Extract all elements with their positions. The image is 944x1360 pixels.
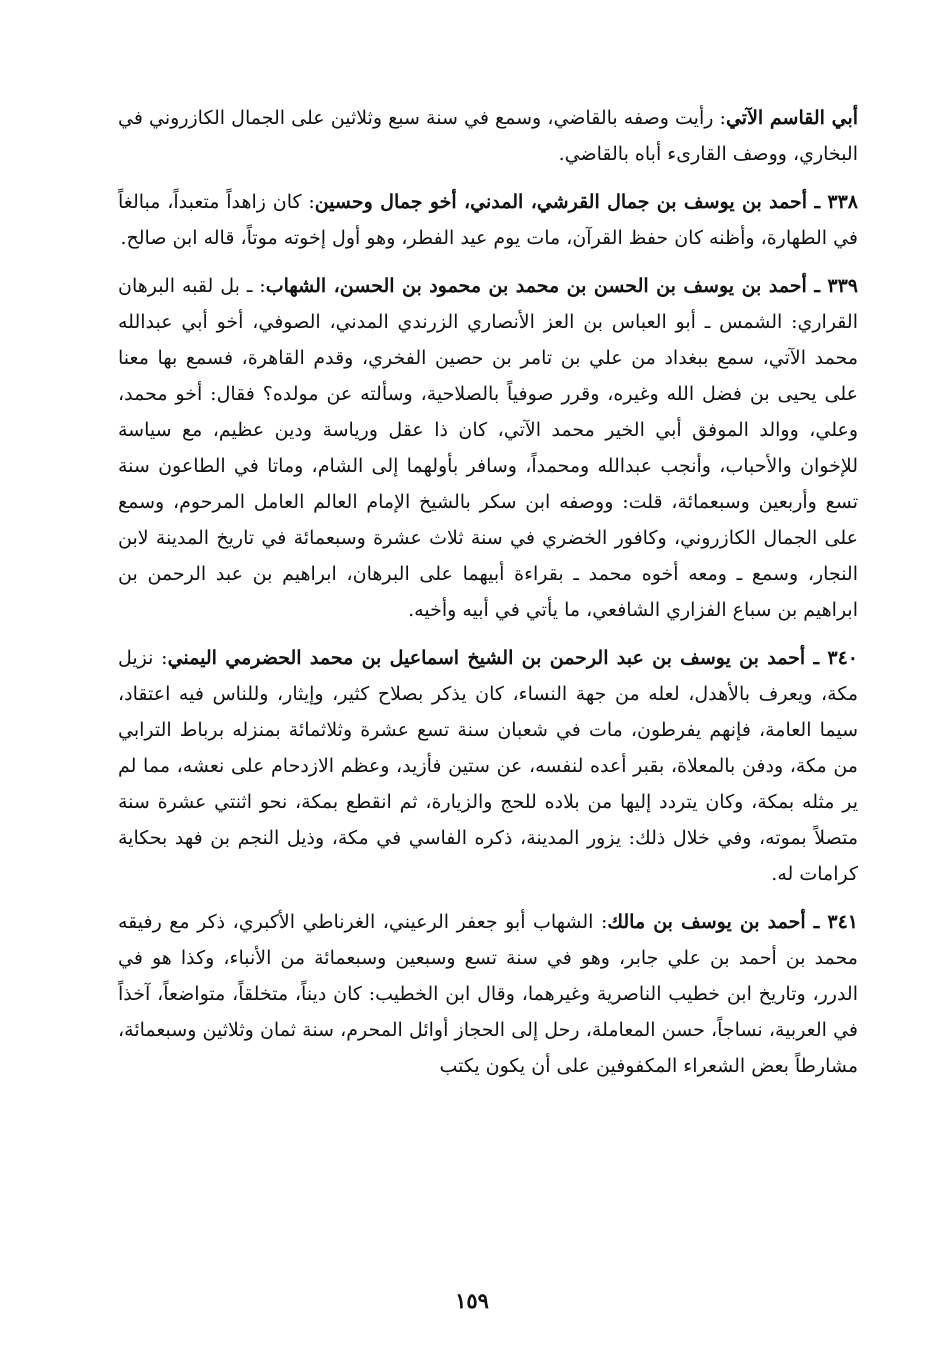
entry-text: : نزيل مكة، ويعرف بالأهدل، لعله من جهة النساء، كان يذكر بصلاح كثير، وإيثار، وللناس فيه اعتقاد، سيما العامة، فإنهم يفرطون، مات في شعبان سنة تسع عشرة وثلاثمائة بمنزله برباط الترابي من مكة، ودفن بالمعلاة، بقبر أعده لنفسه، عن ستين فأزيد، وعظم الازدحام على نعشه، مما لم ير مثله بمكة، وكان يتردد إليها من بلاده للحج والزيارة، ثم انقطع بمكة، نحو اثنتي عشرة سنة متصلاً بموته، وفي خلال ذلك: يزور المدينة، ذكره الفاسي في مكة، وذيل النجم بن فهد بحكاية كرامات له. <box>118 647 858 885</box>
entry-heading: ٣٣٩ ـ أحمد بن يوسف بن الحسن بن محمد بن محمود بن الحسن، الشهاب <box>265 275 859 297</box>
entry-heading: ٣٤١ ـ أحمد بن يوسف بن مالك <box>607 911 859 933</box>
entry-text: : رأيت وصفه بالقاضي، وسمع في سنة سبع وثلاثين على الجمال الكازروني في البخاري، ووصف القارىء أباه بالقاضي. <box>118 107 858 165</box>
page-number: ١٥٩ <box>455 1288 489 1313</box>
entry-heading: أبي القاسم الآتي <box>725 107 859 129</box>
entry-341 <box>118 904 858 1084</box>
entry-text: : الشهاب أبو جعفر الرعيني، الغرناطي الأكبري، ذكر مع رفيقه محمد بن أحمد بن علي جابر، وهو في سنة تسع وسبعين وسبعمائة من الأنباء، وكذا هو في الدرر، وتاريخ ابن خطيب الناصرية وغيرهما، وقال ابن الخطيب: كان ديناً، متخلقاً، متواضعاً، آخذاً في العربية، نساجاً، حسن المعاملة، رحل إلى الحجاز أوائل المحرم، سنة ثمان وثلاثين وسبعمائة، مشارطاً بعض الشعراء المكفوفين على أن يكون يكتب <box>118 911 858 1077</box>
entry-heading: ٣٤٠ ـ أحمد بن يوسف بن عبد الرحمن بن الشيخ اسماعيل بن محمد الحضرمي اليمني <box>167 647 859 669</box>
page-text <box>118 100 858 1096</box>
entry-338 <box>118 184 858 256</box>
entry-340 <box>118 640 858 892</box>
entry-continued <box>118 100 858 172</box>
entry-text: : كان زاهداً متعبداً، مبالغاً في الطهارة، وأظنه كان حفظ القرآن، مات يوم عيد الفطر، وهو أول إخوته موتاً، قاله ابن صالح. <box>118 191 858 249</box>
entry-339 <box>118 268 858 628</box>
entry-heading: ٣٣٨ ـ أحمد بن يوسف بن جمال القرشي، المدني، أخو جمال وحسين <box>314 191 858 213</box>
entry-text: : ـ بل لقبه البرهان القراري: الشمس ـ أبو العباس بن العز الأنصاري الزرندي المدني، الصوفي، أخو أبي عبدالله محمد الآتي، سمع ببغداد من علي بن تامر بن حصين الفخري، وقدم القاهرة، فسمع بها معنا على يحيى بن فضل الله وغيره، وقرر صوفياً بالصلاحية، وسألته عن مولده؟ فقال: أخو محمد، وعلي، ووالد الموفق أبي الخير محمد الآتي، كان ذا عقل ورياسة ودين عظيم، مع سياسة للإخوان والأحباب، وأنجب عبدالله ومحمداً، وسافر بأولهما إلى الشام، وماتا في الطاعون سنة تسع وأربعين وسبعمائة، قلت: ووصفه ابن سكر بالشيخ الإمام العالم العامل المرحوم، وسمع على الجمال الكازروني، وكافور الخضري في سنة ثلاث عشرة وسبعمائة في تاريخ المدينة لابن النجار، وسمع ـ ومعه أخوه محمد ـ بقراءة أبيهما على البرهان، ابراهيم بن عبد الرحمن بن ابراهيم بن سباع الفزاري الشافعي، ما يأتي في أبيه وأخيه. <box>118 275 858 621</box>
